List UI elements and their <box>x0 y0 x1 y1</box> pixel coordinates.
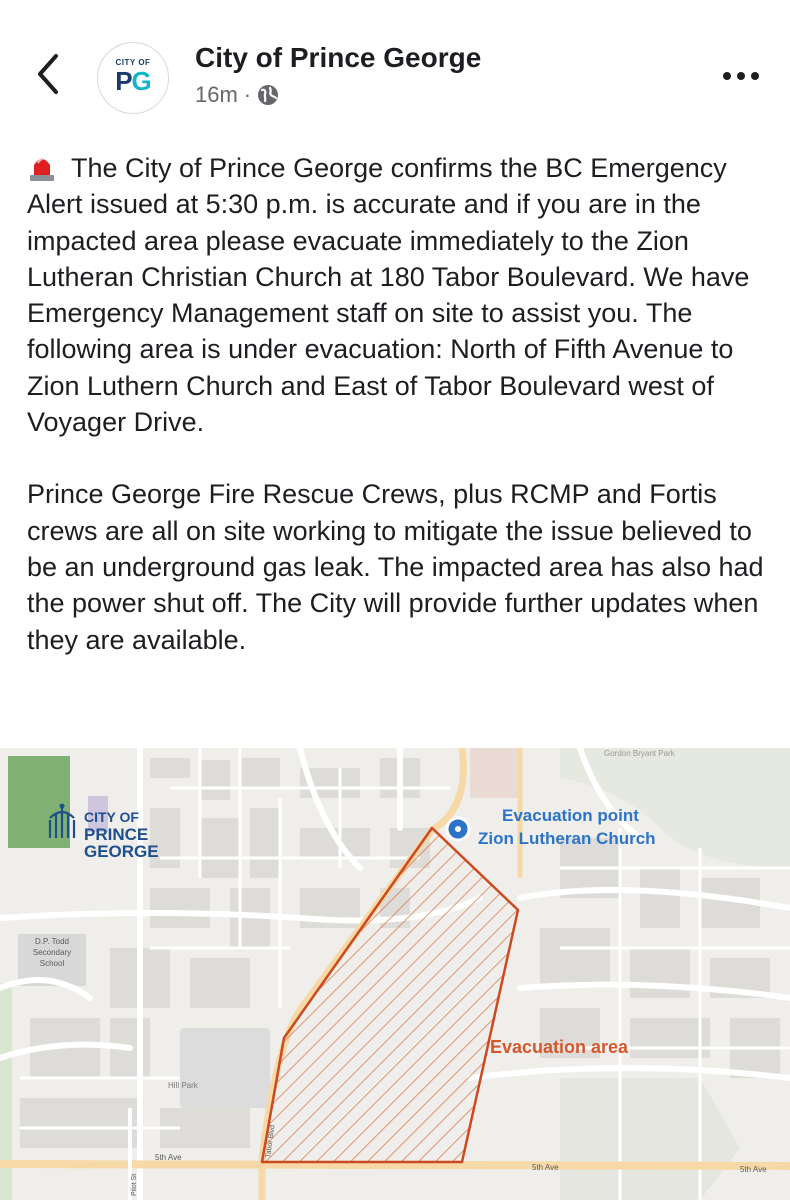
map-graphic <box>0 748 790 1200</box>
map-logo-line-3: GEORGE <box>84 842 159 861</box>
avatar-top-text: CITY OF <box>115 58 151 67</box>
school-label-1: D.P. Todd <box>35 937 69 946</box>
evac-point-label-1: Evacuation point <box>502 806 639 825</box>
globe-icon[interactable] <box>257 84 279 106</box>
siren-emoji-icon <box>27 153 57 181</box>
post-paragraph-1 <box>27 150 767 440</box>
meta-separator: · <box>243 82 252 107</box>
map-logo-line-1: CITY OF <box>84 809 139 825</box>
school-label-2: Secondary <box>32 948 72 957</box>
street-pilot-label: Pilot St <box>131 1173 138 1196</box>
post-meta <box>195 82 279 108</box>
post-paragraph-2: Prince George Fire Rescue Crews, plus RCMP and Fortis crews are all on site working to mitigate the issue believed to be an underground gas leak. The impacted area has also had the power shut off. The City will provide further updates when they are available. <box>27 479 764 655</box>
avatar-monogram: PG <box>115 66 151 96</box>
back-chevron-icon[interactable] <box>30 52 70 96</box>
more-options-icon[interactable] <box>722 70 762 82</box>
map-logo-line-2: PRINCE <box>84 825 149 844</box>
evac-point-label-2: Zion Lutheran Church <box>478 829 656 848</box>
post-time[interactable]: 16m <box>195 82 238 107</box>
evacuation-map[interactable] <box>0 748 790 1200</box>
post-header <box>0 0 790 140</box>
street-tabor-label: Tabor Blvd <box>265 1124 277 1159</box>
sports-field <box>8 756 70 848</box>
post-text <box>27 150 767 658</box>
street-5th-label-1: 5th Ave <box>155 1153 182 1162</box>
street-5th-label-2: 5th Ave <box>532 1163 559 1172</box>
school-label-3: School <box>39 959 65 968</box>
hill-park-label: Hill Park <box>168 1081 198 1090</box>
street-5th-label-3: 5th Ave <box>740 1165 767 1174</box>
post-paragraph-1-text: The City of Prince George confirms the BC Emergency Alert issued at 5:30 p.m. is accurate and if you are in the impacted area please evacuate immediately to the Zion Lutheran Christian Church at 180 Tabor Boulevard. We have Emergency Management staff on site to assist you. The following area is under evacuation: North of Fifth Avenue to Zion Luthern Church and East of Tabor Boulevard west of Voyager Drive. <box>27 153 750 438</box>
avatar[interactable] <box>97 42 169 114</box>
evac-area-label: Evacuation area <box>490 1037 629 1057</box>
park-label: Gordon Bryant Park <box>604 749 675 758</box>
page-name[interactable]: City of Prince George <box>195 42 482 73</box>
